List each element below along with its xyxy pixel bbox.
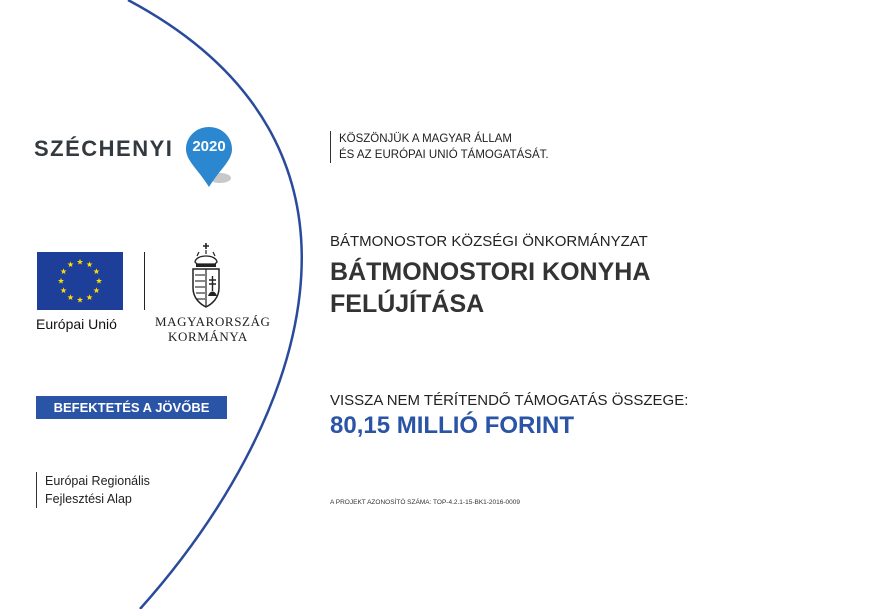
eu-star-icon [67, 261, 73, 267]
szechenyi-wordmark: SZÉCHENYI [34, 136, 174, 161]
eu-star-icon [93, 268, 99, 274]
szechenyi-year: 2020 [192, 138, 226, 155]
eu-star-icon [67, 294, 73, 300]
project-title-line-1: BÁTMONOSTORI KONYHA [330, 258, 651, 286]
location-pin-icon [184, 125, 236, 191]
eu-label: Európai Unió [36, 316, 117, 332]
project-title-line-2: FELÚJÍTÁSA [330, 290, 485, 318]
eu-star-icon [86, 261, 92, 267]
eu-star-icon [86, 294, 92, 300]
eu-star-icon [96, 278, 102, 284]
thanks-line-1: KÖSZÖNJÜK A MAGYAR ÁLLAM [339, 133, 512, 145]
eu-star-icon [77, 259, 83, 265]
hungarian-coat-of-arms-icon [188, 242, 224, 310]
eu-star-icon [61, 287, 67, 293]
eu-star-icon [93, 287, 99, 293]
eu-star-icon [58, 278, 64, 284]
fund-line-2: Fejlesztési Alap [45, 492, 132, 506]
thanks-text [330, 131, 549, 163]
thanks-line-2: ÉS AZ EURÓPAI UNIÓ TÁMOGATÁSÁT. [339, 149, 549, 161]
grant-amount: 80,15 MILLIÓ FORINT [330, 412, 575, 439]
grant-label: VISSZA NEM TÉRÍTENDŐ TÁMOGATÁS ÖSSZEGE: [330, 392, 689, 409]
eu-star-icon [77, 297, 83, 303]
eu-star-icon [61, 268, 67, 274]
fund-name [36, 472, 150, 508]
fund-line-1: Európai Regionális [45, 474, 150, 488]
invest-in-future-badge: BEFEKTETÉS A JÖVŐBE [36, 396, 227, 419]
eu-stars-icon [37, 252, 123, 310]
eu-flag [37, 252, 123, 310]
logo-divider [144, 252, 145, 310]
organization-name: BÁTMONOSTOR KÖZSÉGI ÖNKORMÁNYZAT [330, 233, 648, 250]
project-title [330, 256, 650, 320]
government-line-2: KORMÁNYA [168, 329, 248, 344]
project-id: A PROJEKT AZONOSÍTÓ SZÁMA: TOP-4.2.1-15-BK1-2016-0009 [330, 499, 521, 506]
government-line-1: MAGYARORSZÁG [155, 314, 271, 329]
